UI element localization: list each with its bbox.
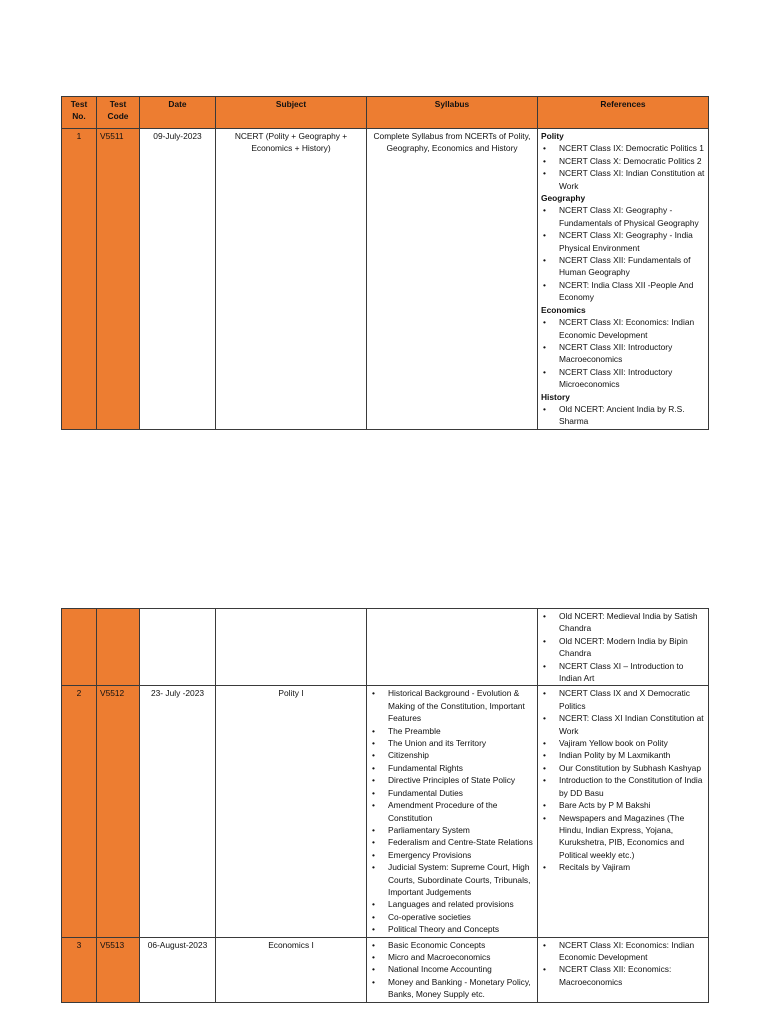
reference-list: [541, 939, 705, 989]
list-item: • NCERT: Class XI Indian Constitution at Work: [541, 712, 705, 737]
list-item: • Introduction to the Constitution of India by DD Basu: [541, 774, 705, 799]
list-item: • NCERT Class X: Democratic Politics 2: [541, 155, 705, 167]
schedule-table-top: [61, 96, 709, 430]
header-references: References: [538, 97, 709, 129]
date-cell: 06-August-2023: [140, 937, 216, 1002]
list-item: • Citizenship: [370, 749, 534, 761]
list-item: • Federalism and Centre-State Relations: [370, 836, 534, 848]
subject-cell: [216, 609, 367, 686]
table-row: [62, 686, 709, 937]
section-heading: History: [541, 391, 570, 402]
references-cell: [538, 609, 709, 686]
references-cell: [538, 937, 709, 1002]
reference-list: [541, 142, 705, 192]
test-no-cell: 3: [62, 937, 97, 1002]
list-item: • Political Theory and Concepts: [370, 923, 534, 935]
reference-list: [541, 204, 705, 303]
list-item: • Historical Background - Evolution & Making of the Constitution, Important Features: [370, 687, 534, 724]
header-subject: Subject: [216, 97, 367, 129]
list-item: • Newspapers and Magazines (The Hindu, Indian Express, Yojana, Kurukshetra, PIB, Economics and Political weekly etc.): [541, 812, 705, 862]
syllabus-list: [370, 939, 534, 1001]
list-item: • The Preamble: [370, 725, 534, 737]
references-cell: [538, 686, 709, 937]
reference-list: [541, 687, 705, 873]
list-item: • NCERT Class XI: Indian Constitution at Work: [541, 167, 705, 192]
list-item: • NCERT Class IX and X Democratic Politics: [541, 687, 705, 712]
test-code-cell: V5513: [97, 937, 140, 1002]
date-cell: [140, 609, 216, 686]
references-cell: [538, 129, 709, 430]
section-heading: Geography: [541, 193, 586, 204]
list-item: • NCERT Class XI – Introduction to Indian Art: [541, 660, 705, 685]
header-syllabus: Syllabus: [367, 97, 538, 129]
list-item: • Our Constitution by Subhash Kashyap: [541, 762, 705, 774]
list-item: • Judicial System: Supreme Court, High Courts, Subordinate Courts, Tribunals, Important Judgements: [370, 861, 534, 898]
list-item: • Co-operative societies: [370, 911, 534, 923]
list-item: • Basic Economic Concepts: [370, 939, 534, 951]
syllabus-list: [370, 687, 534, 935]
list-item: • NCERT Class XI: Economics: Indian Economic Development: [541, 316, 705, 341]
list-item: • Recitals by Vajiram: [541, 861, 705, 873]
list-item: • NCERT Class IX: Democratic Politics 1: [541, 142, 705, 154]
header-date: Date: [140, 97, 216, 129]
list-item: • NCERT Class XI: Geography - Fundamentals of Physical Geography: [541, 204, 705, 229]
list-item: • Indian Polity by M Laxmikanth: [541, 749, 705, 761]
header-test-code: Test Code: [97, 97, 140, 129]
list-item: • NCERT Class XII: Introductory Microeconomics: [541, 366, 705, 391]
list-item: • NCERT: India Class XII -People And Economy: [541, 279, 705, 304]
table-row: [62, 609, 709, 686]
list-item: • Directive Principles of State Policy: [370, 774, 534, 786]
list-item: • Fundamental Rights: [370, 762, 534, 774]
subject-cell: NCERT (Polity + Geography + Economics + History): [216, 129, 367, 430]
schedule-table-continued: [61, 608, 709, 1003]
list-item: • Bare Acts by P M Bakshi: [541, 799, 705, 811]
test-no-cell: 2: [62, 686, 97, 937]
list-item: • Emergency Provisions: [370, 849, 534, 861]
syllabus-cell: [367, 609, 538, 686]
section-heading: Economics: [541, 304, 586, 315]
test-code-cell: V5512: [97, 686, 140, 937]
date-cell: 09-July-2023: [140, 129, 216, 430]
list-item: • Vajiram Yellow book on Polity: [541, 737, 705, 749]
list-item: • NCERT Class XII: Economics: Macroeconomics: [541, 963, 705, 988]
test-no-cell: [62, 609, 97, 686]
list-item: • National Income Accounting: [370, 963, 534, 975]
test-code-cell: [97, 609, 140, 686]
list-item: • Fundamental Duties: [370, 787, 534, 799]
syllabus-cell: Complete Syllabus from NCERTs of Polity, Geography, Economics and History: [367, 129, 538, 430]
header-row: [62, 97, 709, 129]
table-row: [62, 937, 709, 1002]
list-item: • Money and Banking - Monetary Policy, Banks, Money Supply etc.: [370, 976, 534, 1001]
list-item: • Amendment Procedure of the Constitution: [370, 799, 534, 824]
list-item: • Languages and related provisions: [370, 898, 534, 910]
reference-list: [541, 403, 705, 428]
list-item: • NCERT Class XI: Geography - India Physical Environment: [541, 229, 705, 254]
syllabus-cell: [367, 686, 538, 937]
list-item: • Parliamentary System: [370, 824, 534, 836]
syllabus-cell: [367, 937, 538, 1002]
list-item: • NCERT Class XI: Economics: Indian Economic Development: [541, 939, 705, 964]
header-test-no: Test No.: [62, 97, 97, 129]
list-item: • NCERT Class XII: Introductory Macroeconomics: [541, 341, 705, 366]
table-row: [62, 129, 709, 430]
section-heading: Polity: [541, 131, 564, 141]
list-item: • The Union and its Territory: [370, 737, 534, 749]
reference-list: [541, 316, 705, 390]
date-cell: 23- July -2023: [140, 686, 216, 937]
list-item: • NCERT Class XII: Fundamentals of Human Geography: [541, 254, 705, 279]
list-item: • Old NCERT: Medieval India by Satish Chandra: [541, 610, 705, 635]
list-item: • Old NCERT: Modern India by Bipin Chandra: [541, 635, 705, 660]
subject-cell: Polity I: [216, 686, 367, 937]
subject-cell: Economics I: [216, 937, 367, 1002]
list-item: • Old NCERT: Ancient India by R.S. Sharma: [541, 403, 705, 428]
test-code-cell: V5511: [97, 129, 140, 430]
list-item: • Micro and Macroeconomics: [370, 951, 534, 963]
test-no-cell: 1: [62, 129, 97, 430]
reference-list: [541, 610, 705, 684]
